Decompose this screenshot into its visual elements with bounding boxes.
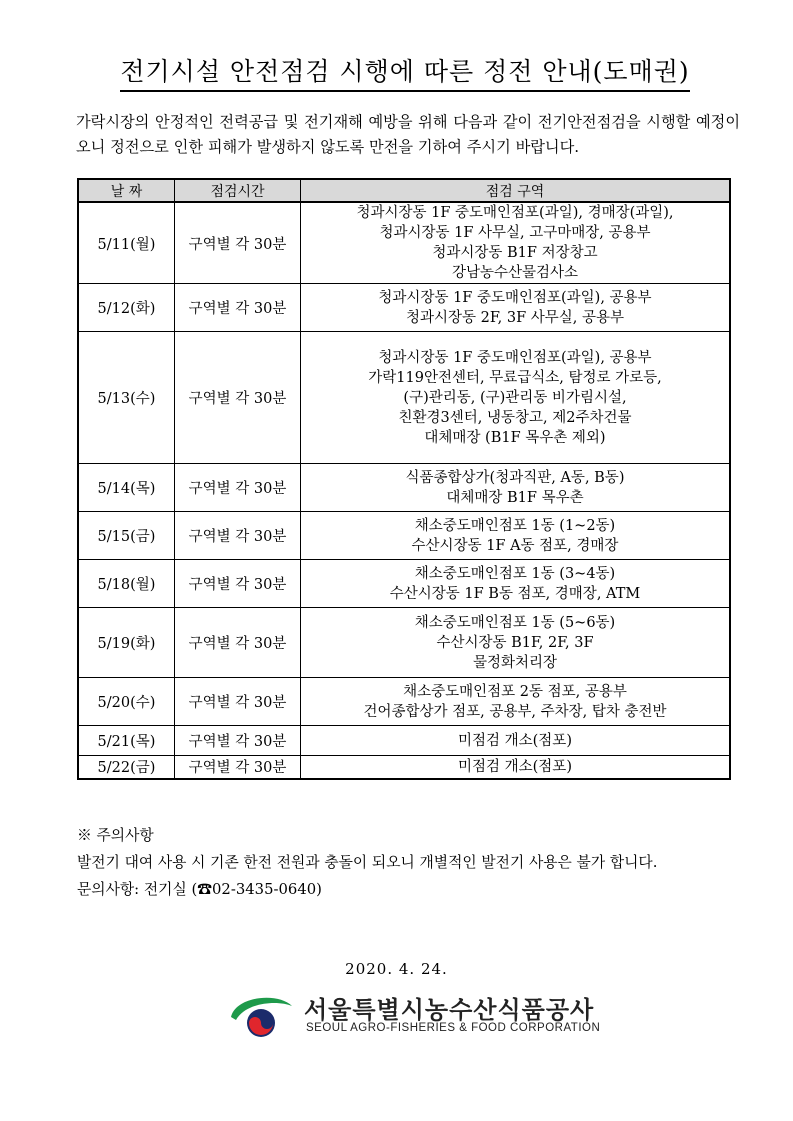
row-time: 구역별 각 30분 [175, 756, 301, 779]
row-zones [301, 678, 731, 726]
zone-line: 수산시장동 B1F, 2F, 3F [436, 634, 594, 651]
zone-line: 청과시장동 2F, 3F 사무실, 공용부 [405, 309, 625, 326]
row-time: 구역별 각 30분 [175, 726, 301, 756]
notes-section [77, 822, 747, 903]
row-date: 5/21(목) [78, 726, 175, 756]
zone-line: 채소중도매인점포 1동 (1~2동) [414, 517, 616, 534]
zone-line: 청과시장동 1F 사무실, 고구마매장, 공용부 [379, 225, 651, 241]
zone-line: 채소중도매인점포 1동 (5~6동) [414, 614, 616, 631]
zone-line: 가락119안전센터, 무료급식소, 탐정로 가로등, [368, 369, 662, 386]
row-date: 5/20(수) [78, 678, 175, 726]
row-zones [301, 202, 731, 284]
corporation-emblem-icon [228, 990, 294, 1044]
row-zones [301, 332, 731, 464]
zone-line: 수산시장동 1F A동 점포, 경매장 [411, 537, 619, 554]
row-date: 5/22(금) [78, 756, 175, 779]
row-date: 5/18(월) [78, 560, 175, 608]
row-time: 구역별 각 30분 [175, 678, 301, 726]
table-row [78, 678, 730, 726]
intro-paragraph: 가락시장의 안정적인 전력공급 및 전기재해 예방을 위해 다음과 같이 전기안전점검을 시행할 예정이오니 정전으로 인한 피해가 발생하지 않도록 만전을 기하여 주시기 바랍니다. [76, 113, 740, 156]
zone-line: 친환경3센터, 냉동창고, 제2주차건물 [398, 409, 632, 426]
row-time: 구역별 각 30분 [175, 512, 301, 560]
zone-line: 수산시장동 1F B동 점포, 경매장, ATM [389, 585, 641, 602]
header-zone: 점검 구역 [301, 179, 731, 202]
row-date: 5/19(화) [78, 608, 175, 678]
row-zones [301, 756, 731, 779]
zone-line: 청과시장동 1F 중도매인점포(과일), 공용부 [378, 289, 652, 306]
row-time: 구역별 각 30분 [175, 464, 301, 512]
table-row [78, 284, 730, 332]
corporation-logo [228, 988, 601, 1046]
row-zones [301, 726, 731, 756]
logo-name-korean: 서울특별시농수산식품공사 [304, 996, 595, 1024]
row-zones [301, 284, 731, 332]
zone-line: 대체매장 B1F 목우촌 [446, 489, 584, 506]
notes-contact: 문의사항: 전기실 (☎02-3435-0640) [77, 881, 322, 898]
logo-name-english: SEOUL AGRO-FISHERIES & FOOD CORPORATION [306, 1022, 601, 1034]
issue-date: 2020. 4. 24. [345, 960, 448, 978]
notes-line-generator: 발전기 대여 사용 시 기존 한전 전원과 충돌이 되오니 개별적인 발전기 사용은 불가 합니다. [77, 854, 658, 871]
zone-line: 건어종합상가 점포, 공용부, 주차장, 탑차 충전반 [363, 703, 667, 720]
row-time: 구역별 각 30분 [175, 560, 301, 608]
header-time: 점검시간 [175, 179, 301, 202]
table-row [78, 512, 730, 560]
zone-line: 식품종합상가(청과직판, A동, B동) [405, 469, 625, 486]
row-zones [301, 512, 731, 560]
zone-line: 강남농수산물검사소 [451, 265, 579, 281]
table-row [78, 756, 730, 779]
row-zones [301, 608, 731, 678]
row-zones [301, 464, 731, 512]
schedule-table [77, 178, 731, 780]
row-date: 5/15(금) [78, 512, 175, 560]
row-zones [301, 560, 731, 608]
zone-line: 물정화처리장 [472, 654, 558, 671]
zone-line: 채소중도매인점포 1동 (3~4동) [414, 565, 616, 582]
row-time: 구역별 각 30분 [175, 202, 301, 284]
table-row [78, 464, 730, 512]
header-date: 날 짜 [78, 179, 175, 202]
schedule-body [78, 202, 730, 779]
row-date: 5/13(수) [78, 332, 175, 464]
zone-line: 청과시장동 B1F 저장창고 [432, 245, 598, 261]
zone-line: 미점검 개소(점포) [458, 758, 572, 775]
zone-line: 미점검 개소(점포) [458, 732, 572, 749]
table-row [78, 560, 730, 608]
page-title-text: 전기시설 안전점검 시행에 따른 정전 안내(도매권) [120, 52, 689, 92]
row-time: 구역별 각 30분 [175, 284, 301, 332]
table-row [78, 202, 730, 284]
table-row [78, 726, 730, 756]
page-title [75, 52, 735, 92]
table-row [78, 608, 730, 678]
row-time: 구역별 각 30분 [175, 608, 301, 678]
table-header-row [78, 179, 730, 202]
row-date: 5/12(화) [78, 284, 175, 332]
table-row [78, 332, 730, 464]
row-time: 구역별 각 30분 [175, 332, 301, 464]
row-date: 5/14(목) [78, 464, 175, 512]
zone-line: 채소중도매인점포 2동 점포, 공용부 [403, 683, 627, 700]
zone-line: 청과시장동 1F 중도매인점포(과일), 경매장(과일), [356, 205, 674, 221]
zone-line: (구)관리동, (구)관리동 비가림시설, [403, 389, 627, 406]
zone-line: 청과시장동 1F 중도매인점포(과일), 공용부 [378, 349, 652, 366]
row-date: 5/11(월) [78, 202, 175, 284]
notes-heading: ※ 주의사항 [77, 827, 154, 844]
zone-line: 대체매장 (B1F 목우촌 제외) [424, 429, 606, 446]
